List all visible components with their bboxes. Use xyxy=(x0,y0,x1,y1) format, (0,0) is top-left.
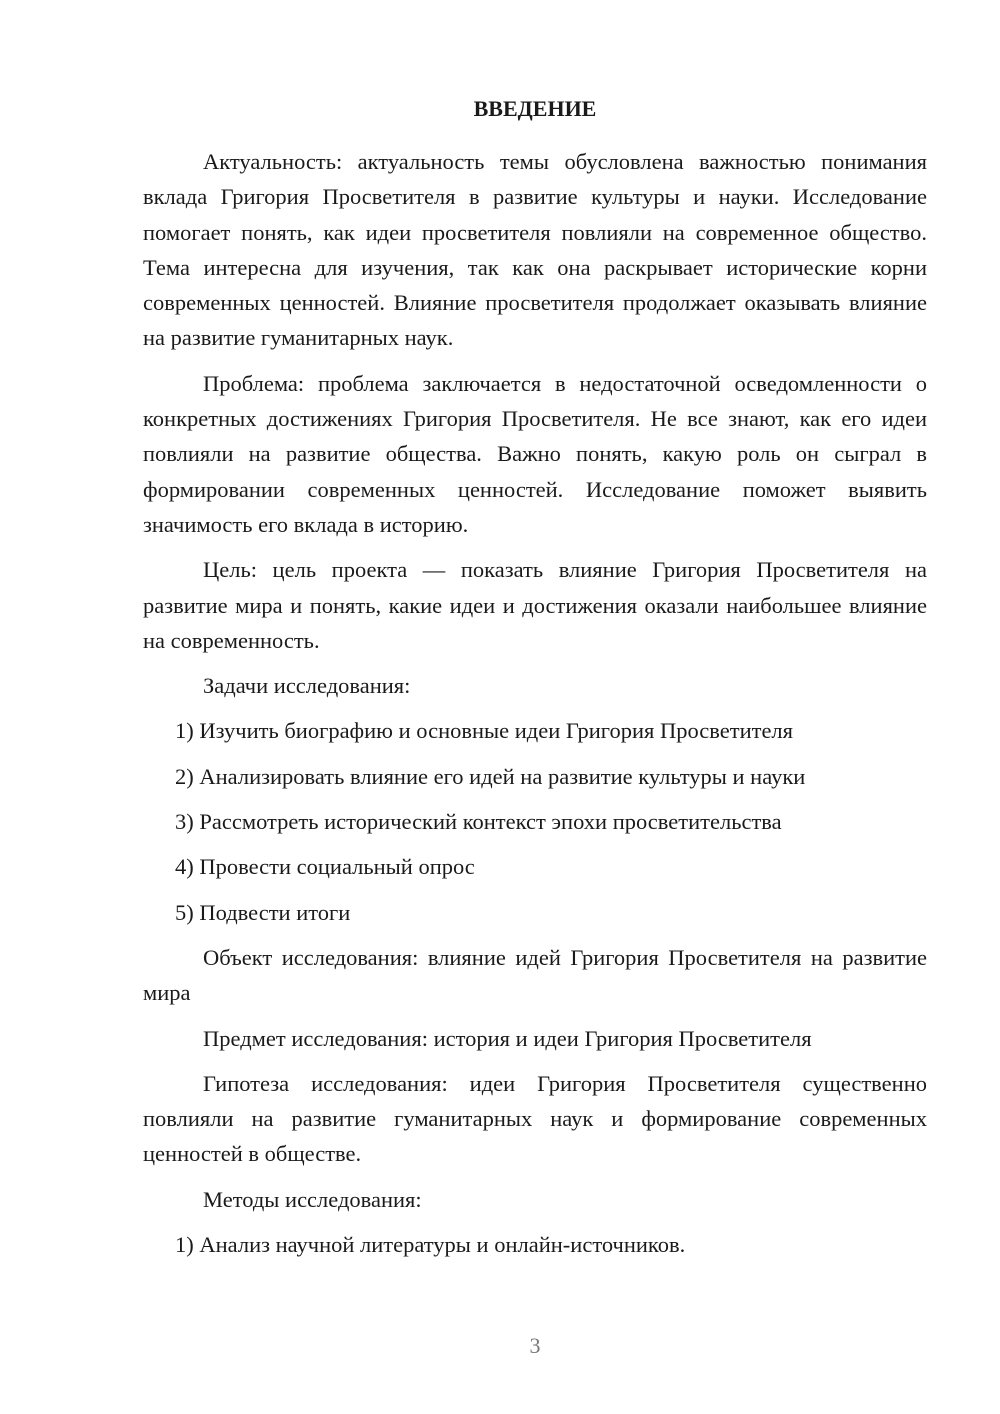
goal-paragraph: Цель: цель проекта — показать влияние Григория Просветителя на развитие мира и понять, какие идеи и достижения оказали наибольшее влияние на современность. xyxy=(143,557,927,653)
page-title: ВВЕДЕНИЕ xyxy=(473,96,597,121)
task-item: 5) Подвести итоги xyxy=(175,899,351,925)
page-number: 3 xyxy=(529,1333,541,1358)
task-item: 4) Провести социальный опрос xyxy=(175,854,475,880)
relevance-paragraph: Актуальность: актуальность темы обусловлена важностью понимания вклада Григория Просветителя в развитие культуры и науки. Исследование помогает понять, как идеи просветителя повлияли на современное общество. Тема интересна для изучения, так как она раскрывает исторические корни современных ценностей. Влияние просветителя продолжает оказывать влияние на развитие гуманитарных наук. xyxy=(143,149,927,351)
subject-paragraph: Предмет исследования: история и идеи Григория Просветителя xyxy=(203,1025,812,1051)
task-item: 3) Рассмотреть исторический контекст эпохи просветительства xyxy=(175,809,782,835)
hypothesis-paragraph: Гипотеза исследования: идеи Григория Просветителя существенно повлияли на развитие гуманитарных наук и формирование современных ценностей в обществе. xyxy=(143,1070,927,1167)
methods-heading: Методы исследования: xyxy=(203,1186,422,1212)
document-page xyxy=(143,92,927,1272)
tasks-heading: Задачи исследования: xyxy=(203,673,411,699)
task-item: 2) Анализировать влияние его идей на развитие культуры и науки xyxy=(175,763,806,789)
problem-paragraph: Проблема: проблема заключается в недостаточной осведомленности о конкретных достижениях Григория Просветителя. Не все знают, как его идеи повлияли на развитие общества. Важно понять, какую роль он сыграл в формировании современных ценностей. Исследование поможет выявить значимость его вклада в историю. xyxy=(143,370,927,537)
object-paragraph: Объект исследования: влияние идей Григория Просветителя на развитие мира xyxy=(143,944,927,1006)
method-item: 1) Анализ научной литературы и онлайн-источников. xyxy=(175,1232,686,1258)
task-item: 1) Изучить биографию и основные идеи Григория Просветителя xyxy=(175,718,794,744)
